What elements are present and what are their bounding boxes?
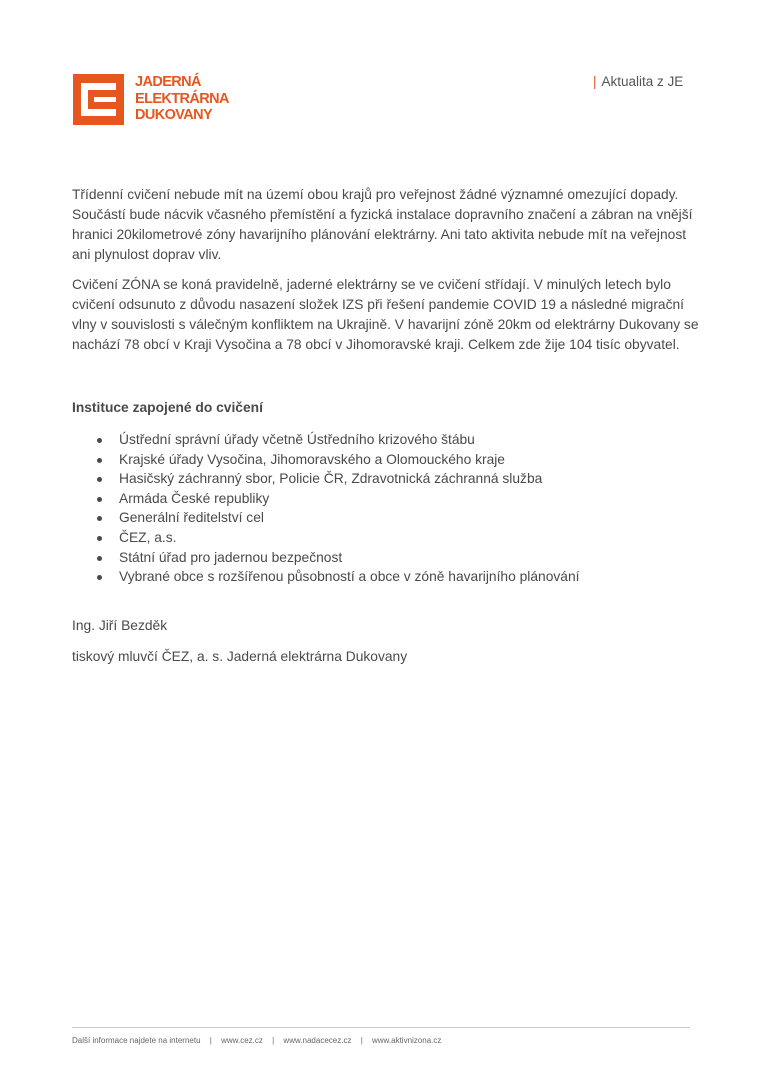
footer-separator: | <box>272 1036 275 1045</box>
list-item-text: Krajské úřady Vysočina, Jihomoravského a Olomouckého kraje <box>119 451 505 467</box>
bullet-icon <box>97 438 102 443</box>
list-item <box>72 548 579 568</box>
footer-separator: | <box>360 1036 363 1045</box>
list-item <box>72 567 579 587</box>
bullet-icon <box>97 458 102 463</box>
list-item-text: Armáda České republiky <box>119 490 270 506</box>
footer <box>72 1036 441 1045</box>
category-label: Aktualita z JE <box>601 74 684 89</box>
bullet-icon <box>97 477 102 482</box>
list-item <box>72 489 579 509</box>
list-item-text: ČEZ, a.s. <box>119 529 177 545</box>
brand-logo <box>73 74 243 126</box>
footer-divider <box>72 1027 690 1028</box>
bullet-icon <box>97 536 102 541</box>
bullet-icon <box>97 497 102 502</box>
footer-separator: | <box>209 1036 212 1045</box>
logo-line: DUKOVANY <box>135 107 213 123</box>
list-item-text: Vybrané obce s rozšířenou působností a obce v zóně havarijního plánování <box>119 569 580 585</box>
paragraph: Třídenní cvičení nebude mít na území obou krajů pro veřejnost žádné významné omezující dopady. Součástí bude nácvik včasného přemístění a fyzická instalace dopravního značení a zábran na vnější hranici 20kilometrové zóny havarijního plánování elektrárny. Ani tato aktivita nebude mít na veřejnost ani plynulost doprav vliv. <box>72 187 693 262</box>
list-item <box>72 450 579 470</box>
logo-wordmark <box>135 74 229 124</box>
cez-e-logo-icon <box>73 74 124 125</box>
bullet-icon <box>97 575 102 580</box>
footer-link-nadacecez[interactable]: www.nadacecez.cz <box>283 1036 352 1045</box>
list-item <box>72 430 579 450</box>
list-item-text: Hasičský záchranný sbor, Policie ČR, Zdravotnická záchranná služba <box>119 471 543 487</box>
list-item-text: Státní úřad pro jadernou bezpečnost <box>119 549 343 565</box>
bullet-icon <box>97 556 102 561</box>
institutions-heading: Instituce zapojené do cvičení <box>72 400 263 415</box>
paragraph: Cvičení ZÓNA se koná pravidelně, jaderné elektrárny se ve cvičení střídají. V minulých letech bylo cvičení odsunuto z důvodu nasazení složek IZS při řešení pandemie COVID 19 a následné migrační vlny v souvislosti s válečným konfliktem na Ukrajině. V havarijní zóně 20km od elektrárny Dukovany se nachází 78 obcí v Kraji Vysočina a 78 obcí v Jihomoravské kraji. Celkem zde žije 104 tisíc obyvatel. <box>72 277 699 352</box>
article-body <box>72 185 702 365</box>
accent-divider: | <box>593 74 597 89</box>
institutions-list <box>72 430 579 587</box>
footer-link-cez[interactable]: www.cez.cz <box>221 1036 263 1045</box>
signature-title: tiskový mluvčí ČEZ, a. s. Jaderná elektrárna Dukovany <box>72 649 408 664</box>
bullet-icon <box>97 516 102 521</box>
footer-link-aktivnizona[interactable]: www.aktivnizona.cz <box>372 1036 442 1045</box>
list-item <box>72 528 579 548</box>
list-item-text: Generální ředitelství cel <box>119 510 264 526</box>
list-item <box>72 508 579 528</box>
signature-name: Ing. Jiří Bezděk <box>72 618 168 633</box>
logo-line: ELEKTRÁRNA <box>135 90 229 107</box>
list-item-text: Ústřední správní úřady včetně Ústředního krizového štábu <box>119 432 475 447</box>
list-item <box>72 469 579 489</box>
logo-line: JADERNÁ <box>135 74 201 90</box>
footer-intro: Další informace najdete na internetu <box>72 1036 201 1045</box>
document-category-tag <box>593 74 683 89</box>
